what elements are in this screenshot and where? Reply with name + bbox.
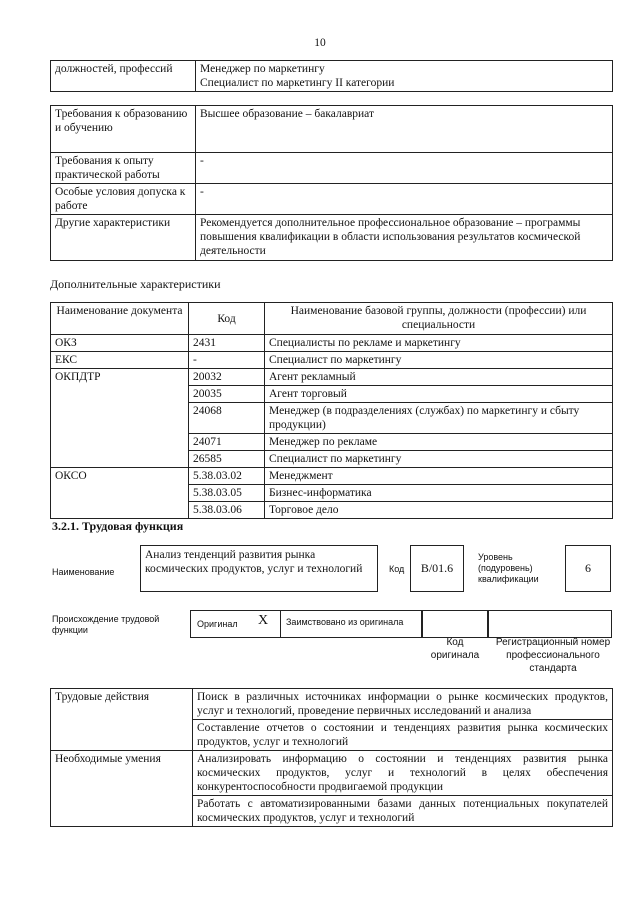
req-other-label: Другие характеристики: [51, 215, 196, 261]
function-name-box: Анализ тенденций развития рынка космических продуктов, услуг и технологий: [140, 545, 378, 592]
code-cell: -: [189, 352, 265, 369]
code-cell: 26585: [189, 451, 265, 468]
actions-label: Трудовые действия: [51, 689, 193, 751]
header-name: Наименование базовой группы, должности (профессии) или специальности: [265, 303, 613, 335]
name-label: Наименование: [52, 567, 115, 577]
origin-label: Происхождение трудовой функции: [52, 614, 160, 635]
name-cell: Менеджер по рекламе: [265, 434, 613, 451]
req-other-value: Рекомендуется дополнительное профессиональное образование – программы повышения квалификации в области использования результатов космической деятельности: [196, 215, 613, 261]
position-item: Специалист по маркетингу II категории: [200, 77, 395, 89]
additional-heading: Дополнительные характеристики: [50, 277, 221, 291]
code-orig-box: [422, 610, 488, 638]
code-cell: 5.38.03.02: [189, 468, 265, 485]
positions-values: [196, 61, 613, 92]
original-label: Оригинал: [197, 619, 238, 629]
name-cell: Торговое дело: [265, 502, 613, 519]
positions-table: [50, 60, 613, 92]
function-details-table: [50, 688, 613, 827]
name-cell: Специалист по маркетингу: [265, 451, 613, 468]
level-box: 6: [565, 545, 611, 592]
req-education-label: Требования к образованию и обучению: [51, 106, 196, 153]
doc-eks: ЕКС: [51, 352, 189, 369]
additional-table: [50, 302, 613, 519]
borrowed-label: Заимствовано из оригинала: [286, 617, 404, 627]
header-code: Код: [189, 303, 265, 335]
section-title: 3.2.1. Трудовая функция: [52, 519, 184, 533]
code-cell: 2431: [189, 335, 265, 352]
positions-label: должностей, профессий: [51, 61, 196, 92]
reg-number-box: [488, 610, 612, 638]
req-conditions-label: Особые условия допуска к работе: [51, 184, 196, 215]
code-orig-label: Код оригинала: [430, 637, 480, 661]
skill-item: Работать с автоматизированными базами данных потенциальных покупателей космических продуктов, услуг и технологий: [193, 796, 613, 827]
code-cell: 24068: [189, 403, 265, 434]
code-cell: 20032: [189, 369, 265, 386]
name-cell: Агент торговый: [265, 386, 613, 403]
doc-okz: ОКЗ: [51, 335, 189, 352]
action-item: Составление отчетов о состоянии и тенденциях развития рынка космических продуктов, услуг и технологий: [193, 720, 613, 751]
position-item: Менеджер по маркетингу: [200, 63, 325, 75]
reg-number-label: Регистрационный номер профессионального стандарта: [495, 637, 611, 674]
skill-item: Анализировать информацию о состоянии и тенденциях развития рынка космических продуктов, услуг и технологий в целях обеспечения конкурентоспособности продвигаемой продукции: [193, 751, 613, 796]
name-cell: Специалисты по рекламе и маркетингу: [265, 335, 613, 352]
req-experience-label: Требования к опыту практической работы: [51, 153, 196, 184]
code-cell: 20035: [189, 386, 265, 403]
req-education-value: Высшее образование – бакалавриат: [196, 106, 613, 153]
level-label: Уровень (подуровень) квалификации: [478, 552, 539, 584]
code-label: Код: [389, 564, 405, 574]
requirements-table: [50, 105, 613, 261]
code-cell: 5.38.03.05: [189, 485, 265, 502]
name-cell: Менеджмент: [265, 468, 613, 485]
req-experience-value: -: [196, 153, 613, 184]
name-cell: Бизнес-информатика: [265, 485, 613, 502]
page-number: 10: [314, 37, 326, 49]
original-mark: X: [258, 613, 269, 628]
doc-okso: ОКСО: [51, 468, 189, 519]
name-cell: Специалист по маркетингу: [265, 352, 613, 369]
name-cell: Агент рекламный: [265, 369, 613, 386]
code-cell: 24071: [189, 434, 265, 451]
header-doc: Наименование документа: [51, 303, 189, 335]
function-code-box: B/01.6: [410, 545, 464, 592]
req-conditions-value: -: [196, 184, 613, 215]
action-item: Поиск в различных источниках информации о рынке космических продуктов, услуг и технологий, проведение первичных исследований и анализа: [193, 689, 613, 720]
doc-okpdtr: ОКПДТР: [51, 369, 189, 468]
name-cell: Менеджер (в подразделениях (службах) по маркетингу и сбыту продукции): [265, 403, 613, 434]
origin-divider: [280, 610, 281, 638]
skills-label: Необходимые умения: [51, 751, 193, 827]
code-cell: 5.38.03.06: [189, 502, 265, 519]
